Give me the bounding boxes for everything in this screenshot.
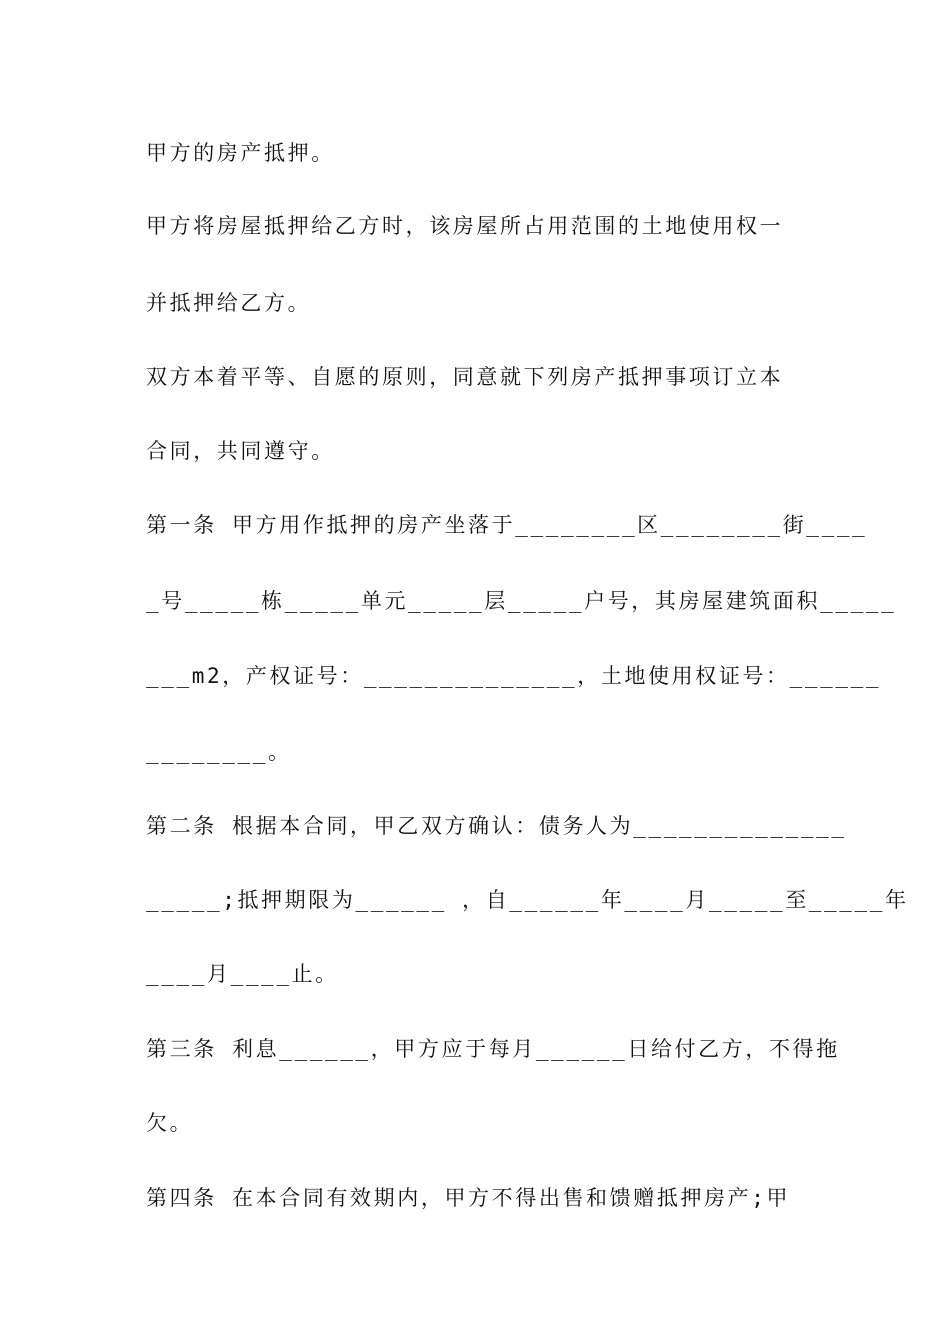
paragraph-line: 甲方的房产抵押。 — [146, 141, 335, 165]
paragraph-line: 合同，共同遵守。 — [146, 439, 335, 463]
article-1-line: _号_____栋_____单元_____层_____户号，其房屋建筑面积_____ — [146, 589, 897, 613]
article-3-line: 第三条 利息______，甲方应于每月______日给付乙方，不得拖 — [146, 1037, 840, 1061]
article-2-line: 第二条 根据本合同，甲乙双方确认：债务人为______________ — [146, 814, 847, 838]
article-3-line: 欠。 — [146, 1111, 194, 1135]
article-1-line: 第一条 甲方用作抵押的房产坐落于________区________街____ — [146, 513, 868, 537]
paragraph-line: 并抵押给乙方。 — [146, 291, 312, 315]
article-1-line: ________。 — [146, 740, 292, 764]
paragraph-line: 甲方将房屋抵押给乙方时，该房屋所占用范围的土地使用权一 — [146, 214, 784, 238]
paragraph-line: 双方本着平等、自愿的原则，同意就下列房产抵押事项订立本 — [146, 365, 784, 389]
article-1-line: ___m2，产权证号：______________，土地使用权证号：______ — [146, 664, 882, 688]
article-2-line: _____;抵押期限为______ ，自______年____月_____至_____年 — [146, 888, 909, 912]
article-2-line: ____月____止。 — [146, 962, 339, 986]
article-4-line: 第四条 在本合同有效期内，甲方不得出售和馈赠抵押房产;甲 — [146, 1186, 791, 1210]
